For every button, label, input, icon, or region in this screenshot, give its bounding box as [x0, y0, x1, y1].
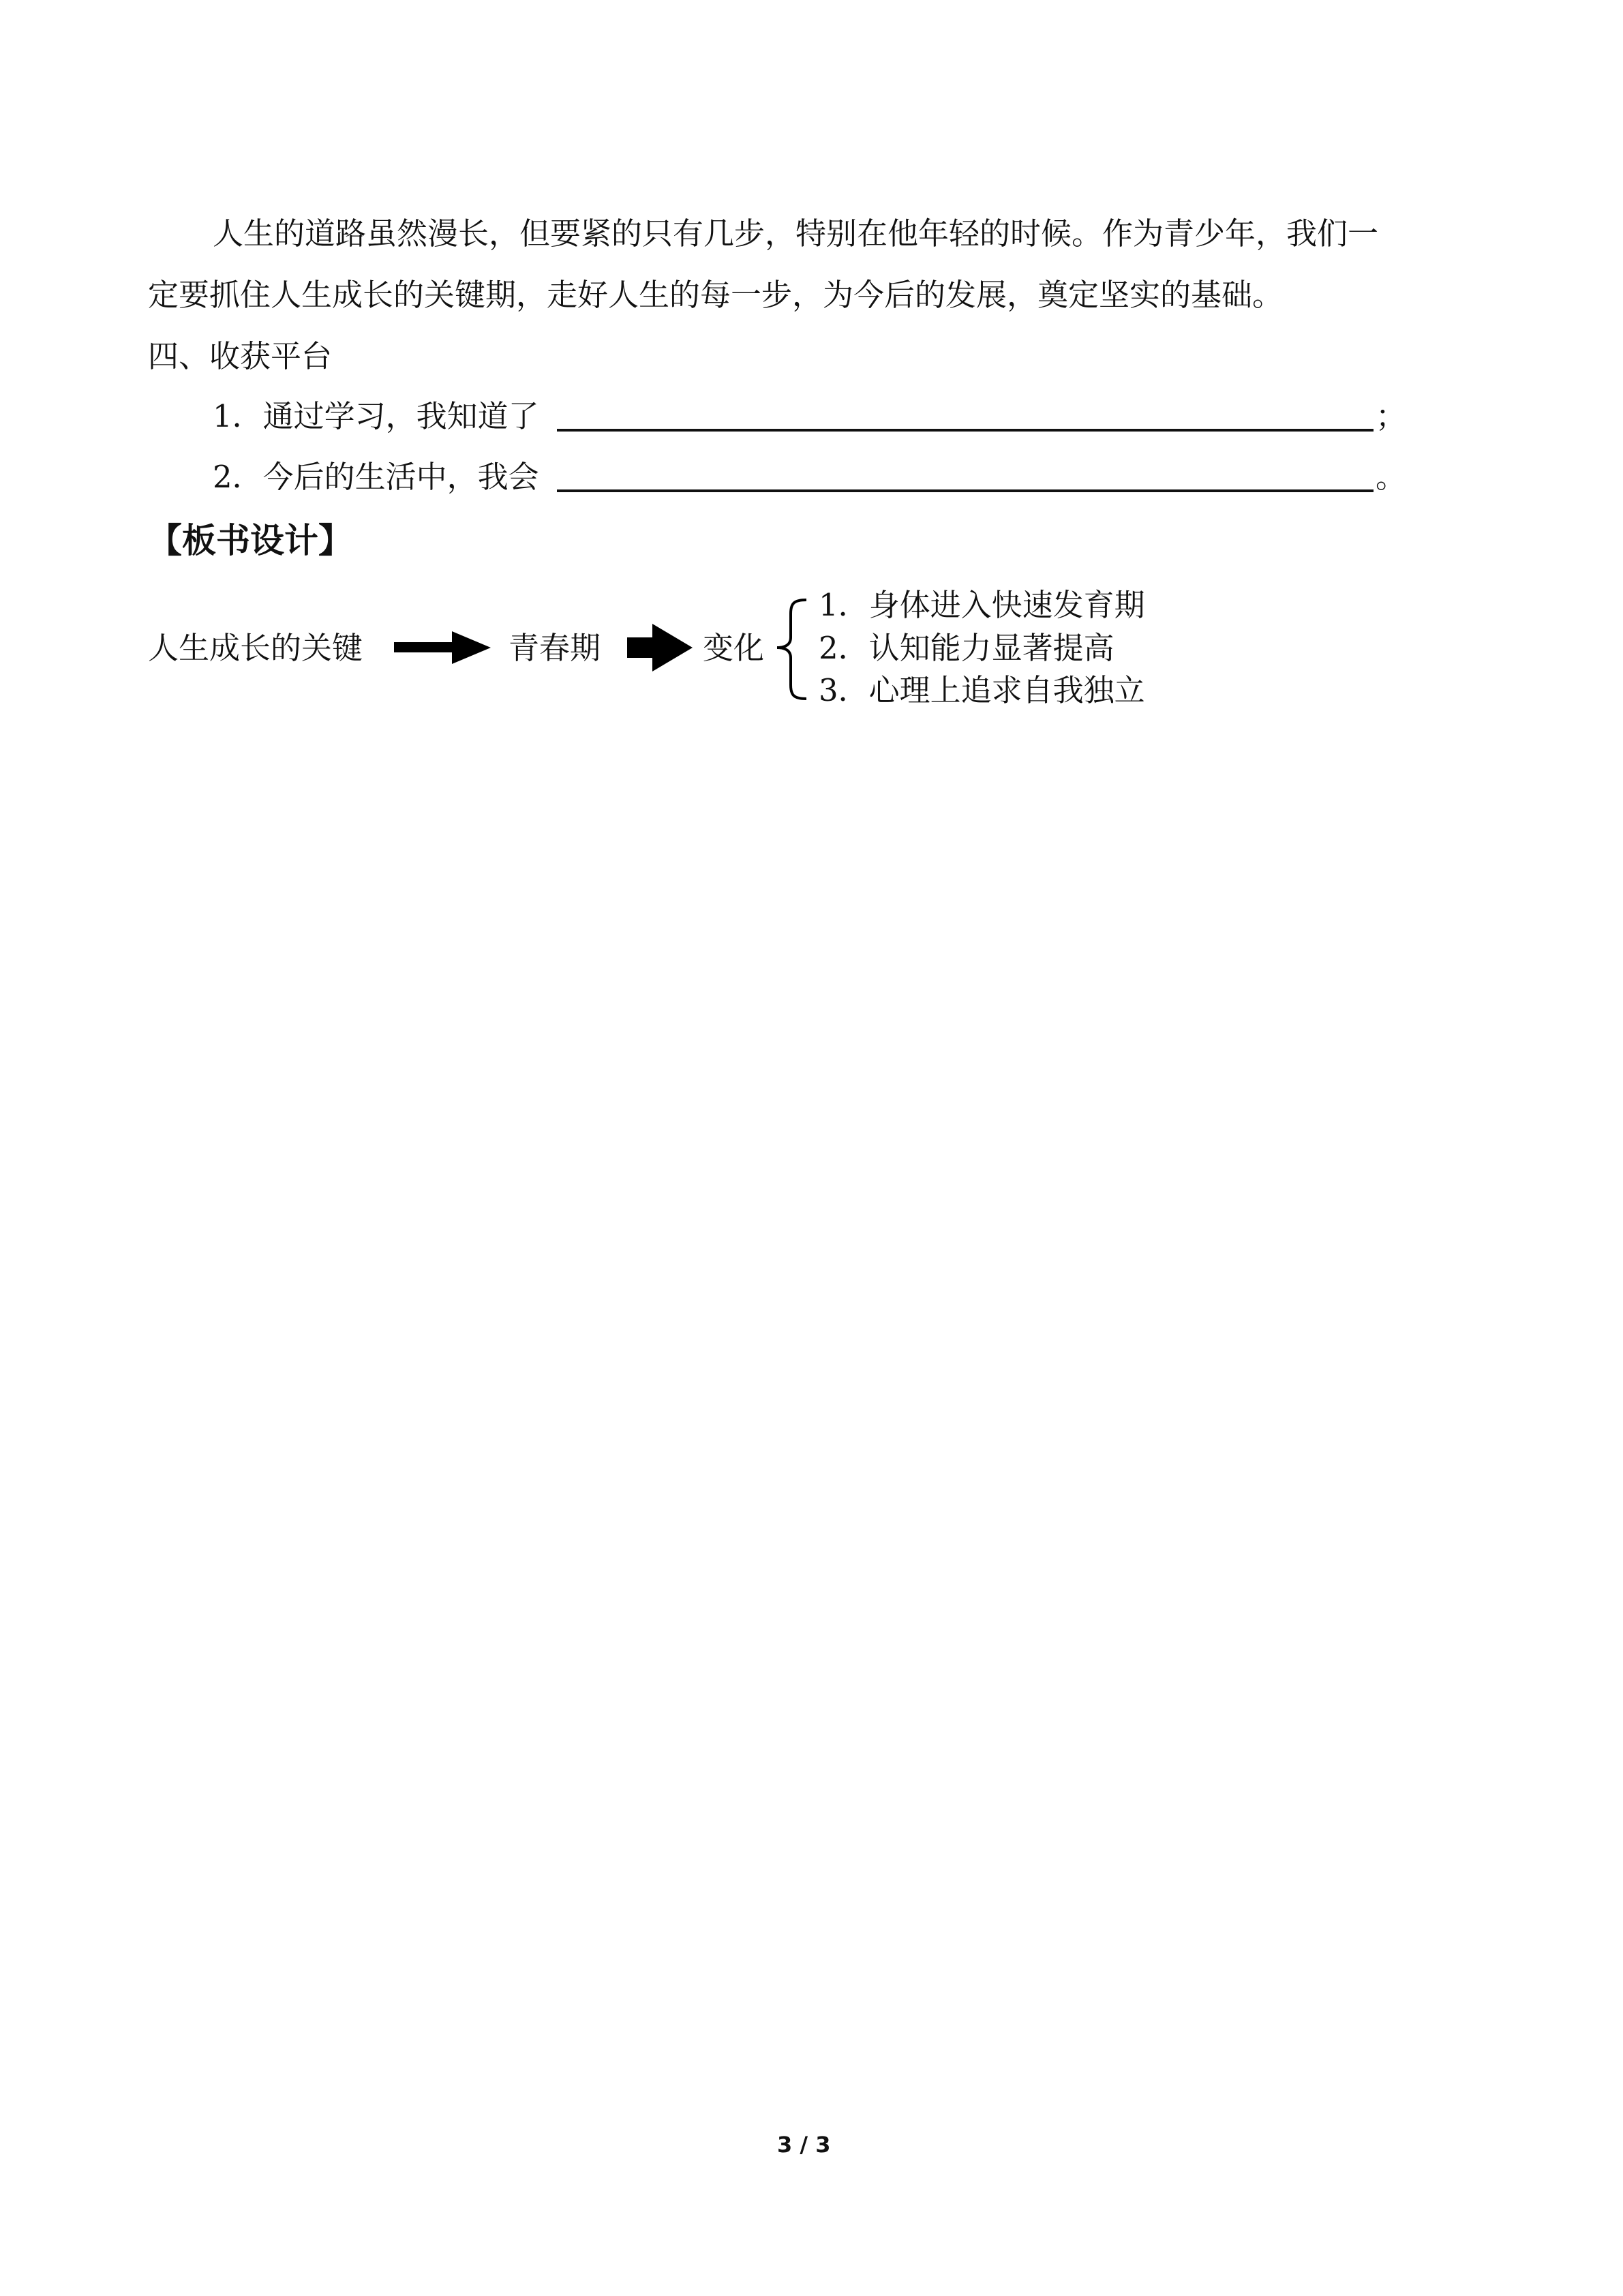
- board-point-3: 3．心理上追求自我独立: [819, 672, 1145, 708]
- reflection-item-1-answer-line: [557, 429, 1374, 432]
- section-title: 四、收获平台: [148, 338, 333, 374]
- curly-brace-icon: [777, 600, 806, 699]
- page-number: 3 / 3: [777, 2132, 831, 2158]
- board-middle-text: 青春期: [509, 630, 601, 666]
- board-start-text: 人生成长的关键: [148, 630, 363, 666]
- reflection-item-2-label: 2．今后的生活中，我会: [213, 459, 539, 495]
- board-design-heading: 【板书设计】: [148, 521, 352, 560]
- paragraph-line-1: 人生的道路虽然漫长，但要紧的只有几步，特别在他年轻的时候。作为青少年，我们一: [213, 215, 1379, 252]
- reflection-item-2-answer-line: [557, 489, 1374, 492]
- long-right-arrow-icon: [394, 631, 491, 664]
- reflection-item-1-punctuation: ；: [1376, 398, 1407, 434]
- short-right-arrow-icon: [627, 624, 693, 671]
- board-change-text: 变化: [703, 630, 765, 666]
- paragraph-line-2: 定要抓住人生成长的关键期，走好人生的每一步，为今后的发展，奠定坚实的基础。: [148, 277, 1284, 313]
- board-point-2: 2．认知能力显著提高: [819, 630, 1114, 666]
- board-point-1: 1．身体进入快速发育期: [819, 587, 1145, 623]
- reflection-item-1-label: 1．通过学习，我知道了: [213, 398, 539, 434]
- reflection-item-2-punctuation: 。: [1376, 459, 1407, 495]
